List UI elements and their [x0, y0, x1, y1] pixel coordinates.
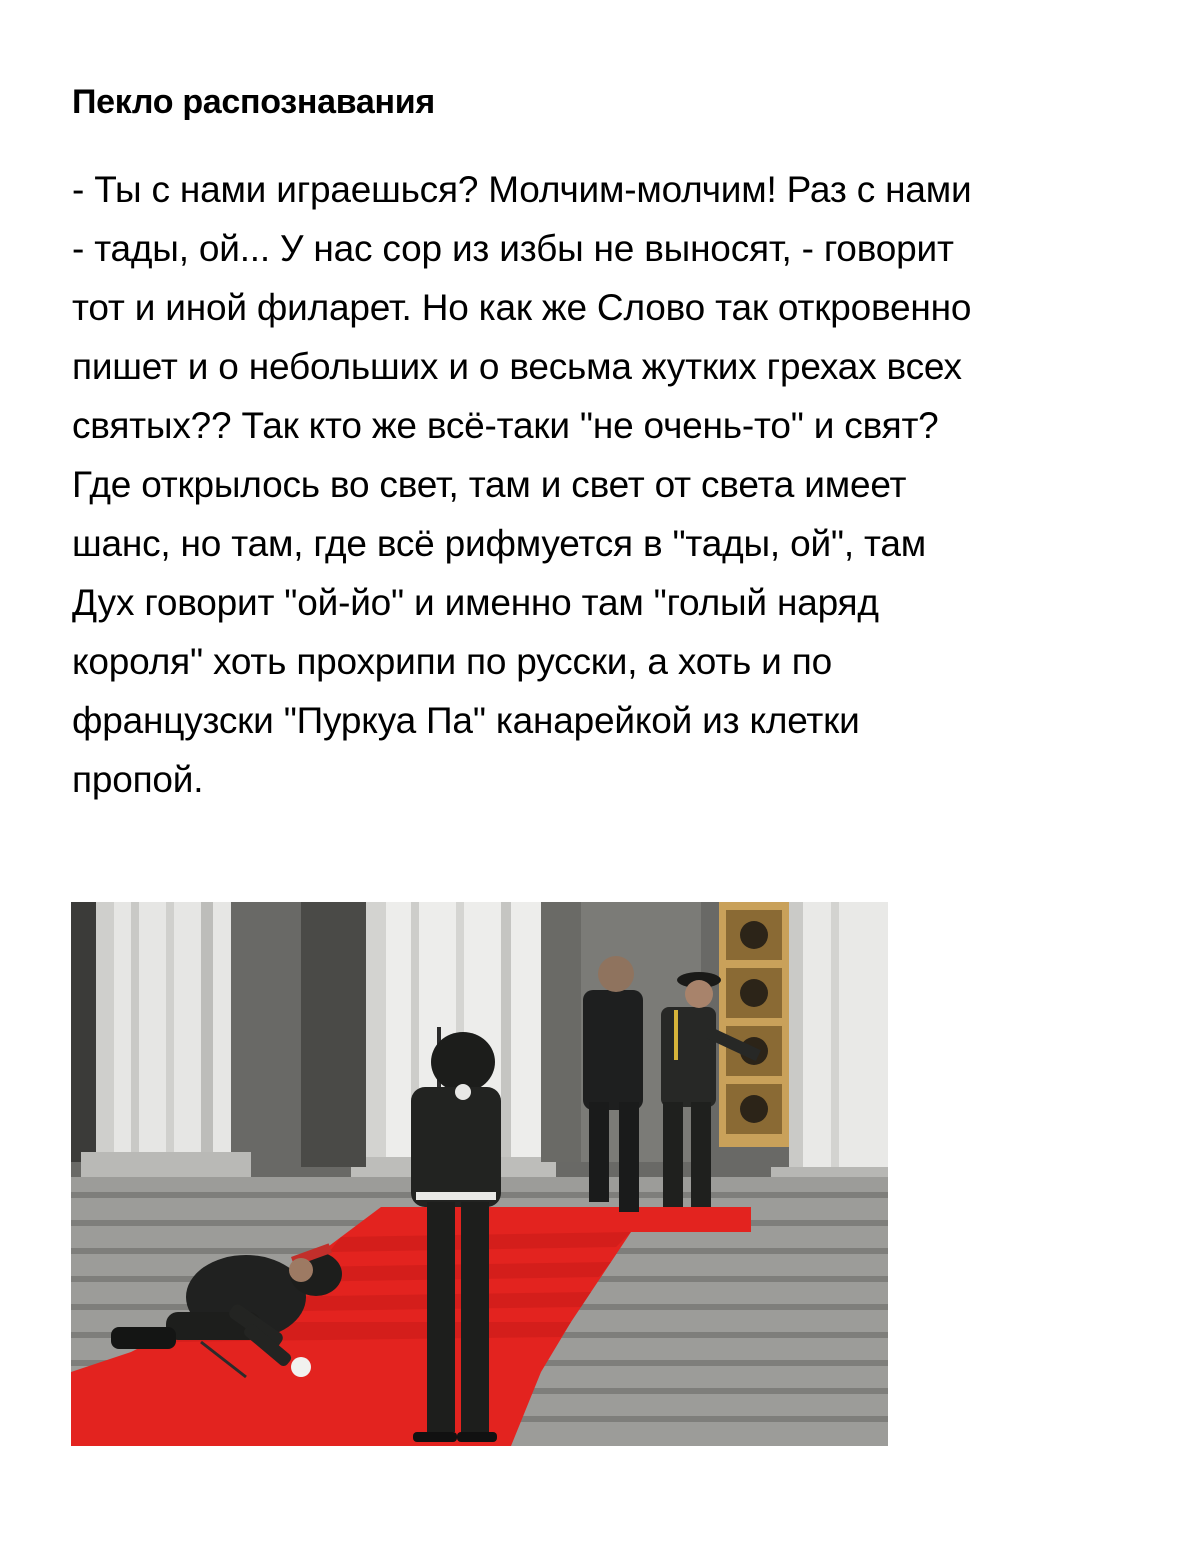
paragraph-line: - тады, ой... У нас сор из избы не выносят, - говорит	[72, 228, 954, 269]
paragraph-line: пропой.	[72, 759, 204, 800]
page-title: Пекло распознавания	[72, 83, 435, 121]
body-paragraph	[72, 160, 1142, 809]
ornate-door	[719, 902, 789, 1147]
paragraph-line: Где открылось во свет, там и свет от света имеет	[72, 464, 907, 505]
column-left	[71, 902, 251, 1177]
paragraph-line: шанс, но там, где всё рифмуется в "тады, ой", там	[72, 523, 926, 564]
paragraph-line: святых?? Так кто же всё-таки "не очень-то" и свят?	[72, 405, 939, 446]
paragraph-line: пишет и о небольших и о весьма жутких грехах всех	[72, 346, 962, 387]
paragraph-line: французски "Пуркуа Па" канарейкой из клетки	[72, 700, 860, 741]
paragraph-line: Дух говорит "ой-йо" и именно там "голый наряд	[72, 582, 879, 623]
paragraph-line: тот и иной филарет. Но как же Слово так откровенно	[72, 287, 972, 328]
ceremony-photo	[71, 902, 888, 1446]
paragraph-line: - Ты с нами играешься? Молчим-молчим! Раз с нами	[72, 169, 972, 210]
paragraph-line: короля" хоть прохрипи по русски, а хоть и по	[72, 641, 832, 682]
